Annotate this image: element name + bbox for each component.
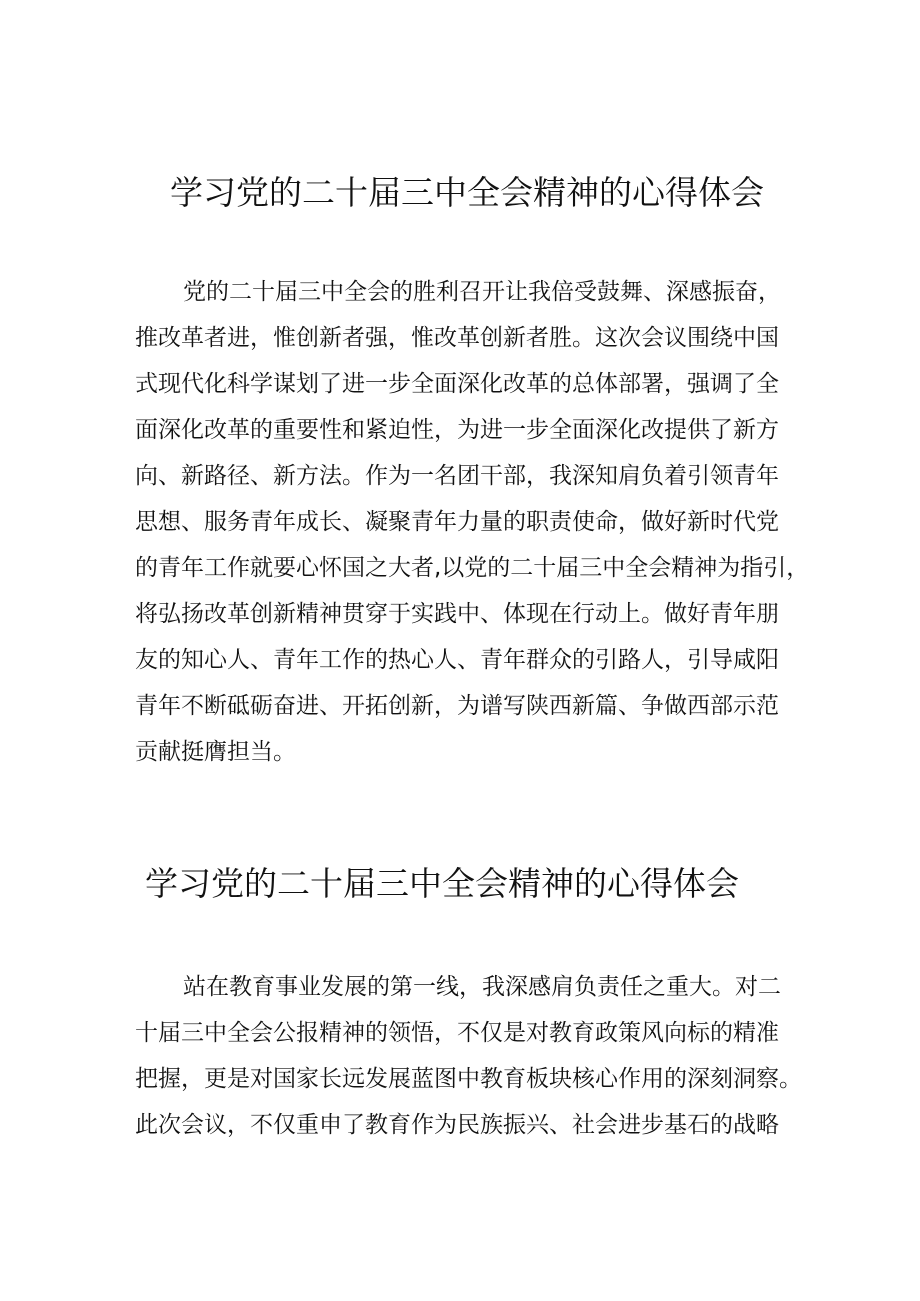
body-line: 此次会议，不仅重申了教育作为民族振兴、社会进步基石的战略 bbox=[135, 1112, 779, 1138]
body-line: 党的二十届三中全会的胜利召开让我倍受鼓舞、深感振奋， bbox=[183, 279, 781, 305]
body-line: 向、新路径、新方法。作为一名团干部，我深知肩负着引领青年 bbox=[135, 463, 779, 489]
body-line: 推改革者进，惟创新者强，惟改革创新者胜。这次会议围绕中国 bbox=[135, 325, 779, 351]
body-line: 站在教育事业发展的第一线，我深感肩负责任之重大。对二 bbox=[183, 974, 781, 1000]
section-body bbox=[0, 269, 920, 775]
section-body bbox=[0, 964, 920, 1148]
body-line: 的青年工作就要心怀国之大者,以党的二十届三中全会精神为指引， bbox=[135, 555, 810, 581]
body-line: 十届三中全会公报精神的领悟，不仅是对教育政策风向标的精准 bbox=[135, 1020, 779, 1046]
essay-section-2 bbox=[0, 856, 920, 1148]
body-line: 友的知心人、青年工作的热心人、青年群众的引路人，引导咸阳 bbox=[135, 647, 779, 673]
body-line: 式现代化科学谋划了进一步全面深化改革的总体部署，强调了全 bbox=[135, 371, 779, 397]
body-line: 面深化改革的重要性和紧迫性，为进一步全面深化改提供了新方 bbox=[135, 417, 779, 443]
body-line: 贡献挺膺担当。 bbox=[135, 739, 296, 765]
section-title: 学习党的二十届三中全会精神的心得体会 bbox=[170, 173, 764, 212]
body-line: 青年不断砥砺奋进、开拓创新，为谱写陕西新篇、争做西部示范 bbox=[135, 693, 779, 719]
body-line: 把握，更是对国家长远发展蓝图中教育板块核心作用的深刻洞察。 bbox=[135, 1066, 802, 1092]
body-line: 将弘扬改革创新精神贯穿于实践中、体现在行动上。做好青年朋 bbox=[135, 601, 779, 627]
section-title: 学习党的二十届三中全会精神的心得体会 bbox=[145, 864, 739, 903]
body-line: 思想、服务青年成长、凝聚青年力量的职责使命，做好新时代党 bbox=[135, 509, 779, 535]
essay-section-1 bbox=[0, 165, 920, 775]
